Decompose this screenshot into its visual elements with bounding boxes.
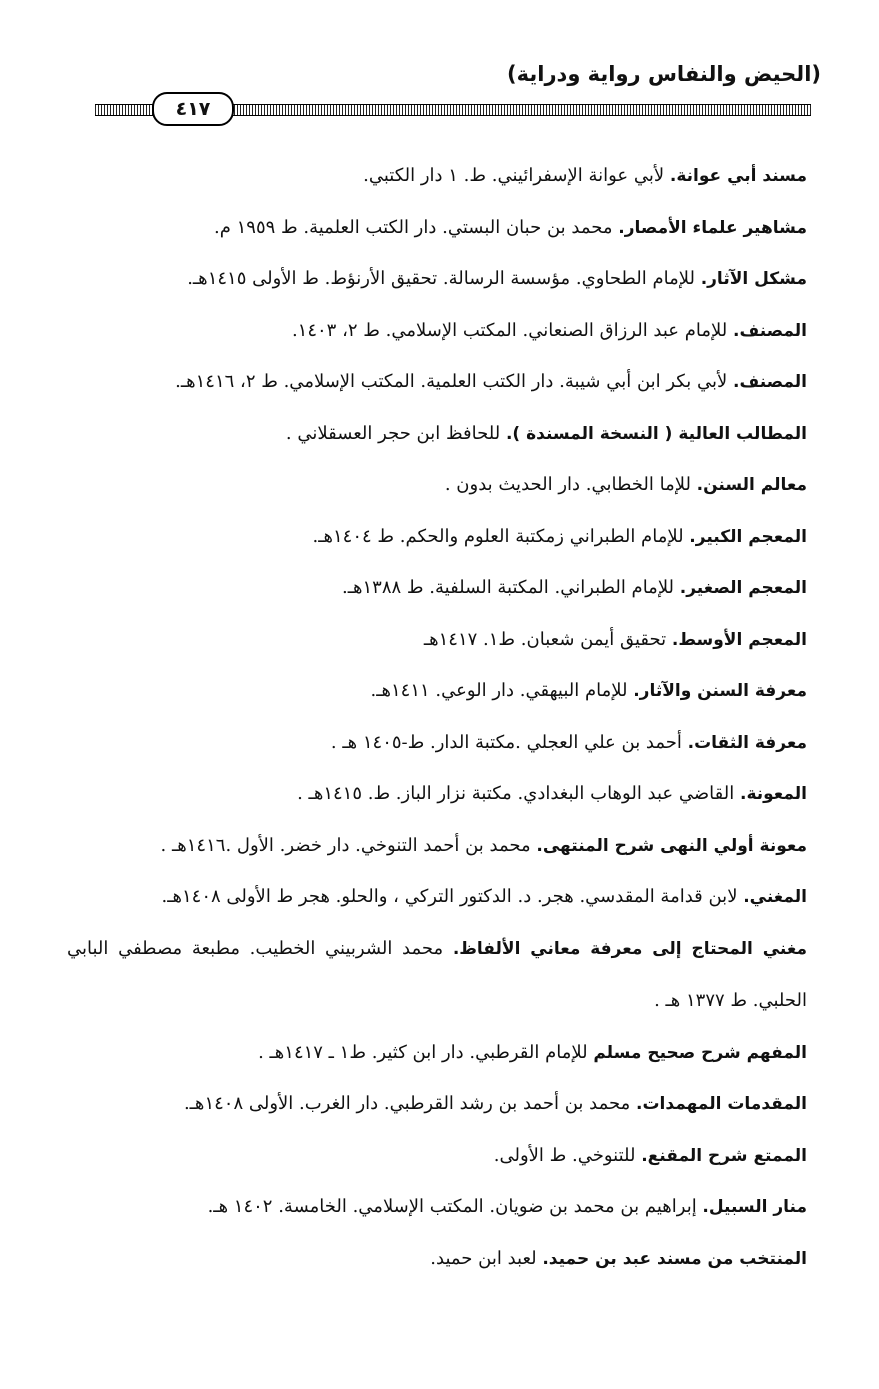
entry-title: الممتع شرح المقنع. xyxy=(641,1145,807,1166)
bibliography-entry xyxy=(67,1130,807,1182)
header-rule xyxy=(228,104,811,116)
header-rule-left xyxy=(95,104,153,116)
entry-details: للإمام الطبراني. المكتبة السلفية. ط ١٣٨٨هـ. xyxy=(342,577,680,598)
bibliography-entry xyxy=(67,923,807,1027)
entry-title: المصنف. xyxy=(732,320,807,341)
bibliography-entry xyxy=(67,871,807,923)
bibliography-entry xyxy=(67,614,807,666)
bibliography-entry xyxy=(67,820,807,872)
entry-details: إبراهيم بن محمد بن ضويان. المكتب الإسلامي. الخامسة. ١٤٠٢ هـ. xyxy=(207,1196,703,1217)
entry-details: للإمام الطحاوي. مؤسسة الرسالة. تحقيق الأرنؤط. ط الأولى ١٤١٥هـ. xyxy=(187,268,701,289)
entry-details: محمد الشربيني الخطيب. مطبعة مصطفي البابي الحلبي. ط ١٣٧٧ هـ . xyxy=(67,937,807,1011)
running-title: (الحيض والنفاس رواية ودراية) xyxy=(507,62,821,86)
entry-details: للإمام عبد الرزاق الصنعاني. المكتب الإسلامي. ط ٢، ١٤٠٣. xyxy=(291,319,733,341)
entry-details: القاضي عبد الوهاب البغدادي. مكتبة نزار الباز. ط. ١٤١٥هـ . xyxy=(297,783,740,804)
bibliography-entry xyxy=(67,1078,807,1130)
bibliography-entry xyxy=(67,665,807,717)
bibliography-entry xyxy=(67,1181,807,1233)
entry-details: محمد بن حبان البستي. دار الكتب العلمية. ط ١٩٥٩ م. xyxy=(214,216,619,238)
entry-details: للحافظ ابن حجر العسقلاني . xyxy=(285,422,506,444)
bibliography-entry xyxy=(67,717,807,769)
entry-details: محمد بن أحمد بن رشد القرطبي. دار الغرب. الأولى ١٤٠٨هـ. xyxy=(183,1093,636,1114)
bibliography-entry xyxy=(67,511,807,563)
entry-details: محمد بن أحمد التنوخي. دار خضر. الأول .١٤١٦هـ . xyxy=(160,834,537,856)
entry-title: المعجم الكبير. xyxy=(689,526,807,547)
entry-details: لعبد ابن حميد. xyxy=(430,1247,543,1269)
bibliography-entry xyxy=(67,150,807,202)
entry-title: معالم السنن. xyxy=(696,475,807,495)
bibliography-list xyxy=(67,150,807,1284)
entry-details: للإمام القرطبي. دار ابن كثير. ط١ ـ ١٤١٧هـ . xyxy=(258,1041,594,1063)
entry-title: المفهم شرح صحيح مسلم xyxy=(593,1042,807,1063)
entry-details: للإما الخطابي. دار الحديث بدون . xyxy=(444,474,697,495)
entry-title: المنتخب من مسند عبد بن حميد. xyxy=(542,1248,807,1269)
entry-title: مغني المحتاج إلى معرفة معاني الألفاظ. xyxy=(452,938,807,959)
entry-title: المغني. xyxy=(743,887,807,907)
entry-title: معرفة السنن والآثار. xyxy=(633,681,807,701)
entry-details: لابن قدامة المقدسي. هجر. د. الدكتور التركي ، والحلو. هجر ط الأولى ١٤٠٨هـ. xyxy=(161,886,744,907)
entry-title: مشكل الآثار. xyxy=(700,269,807,289)
entry-title: المصنف. xyxy=(732,372,807,392)
entry-details: للإمام البيهقي. دار الوعي. ١٤١١هـ. xyxy=(370,680,634,701)
entry-title: المعونة. xyxy=(739,784,807,804)
entry-title: المعجم الصغير. xyxy=(679,578,807,598)
entry-details: أحمد بن علي العجلي .مكتبة الدار. ط-١٤٠٥ هـ . xyxy=(330,731,688,753)
entry-title: معونة أولي النهى شرح المنتهى. xyxy=(536,835,807,856)
bibliography-entry xyxy=(67,253,807,305)
bibliography-entry xyxy=(67,1233,807,1285)
page-number: ٤١٧ xyxy=(152,92,234,126)
bibliography-entry xyxy=(67,459,807,511)
bibliography-entry xyxy=(67,305,807,357)
bibliography-entry xyxy=(67,768,807,820)
entry-details: لأبي عوانة الإسفرائيني. ط. ١ دار الكتبي. xyxy=(363,165,670,186)
bibliography-entry xyxy=(67,1027,807,1079)
entry-details: تحقيق أيمن شعبان. ط١. ١٤١٧هـ xyxy=(423,628,672,650)
bibliography-entry xyxy=(67,562,807,614)
entry-title: مشاهير علماء الأمصار. xyxy=(618,217,807,238)
entry-title: المعجم الأوسط. xyxy=(671,629,807,650)
bibliography-entry xyxy=(67,202,807,254)
entry-details: للتنوخي. ط الأولى. xyxy=(493,1144,642,1166)
entry-title: المطالب العالية ( النسخة المسندة ). xyxy=(505,423,807,444)
entry-title: مسند أبي عوانة. xyxy=(669,166,807,186)
bibliography-entry xyxy=(67,356,807,408)
entry-details: للإمام الطبراني زمكتبة العلوم والحكم. ط ١٤٠٤هـ. xyxy=(312,525,690,547)
bibliography-entry xyxy=(67,408,807,460)
entry-title: معرفة الثقات. xyxy=(687,732,807,753)
entry-details: لأبي بكر ابن أبي شيبة. دار الكتب العلمية. المكتب الإسلامي. ط ٢، ١٤١٦هـ. xyxy=(175,371,733,392)
entry-title: المقدمات المهمدات. xyxy=(636,1094,807,1114)
entry-title: منار السبيل. xyxy=(702,1197,807,1217)
